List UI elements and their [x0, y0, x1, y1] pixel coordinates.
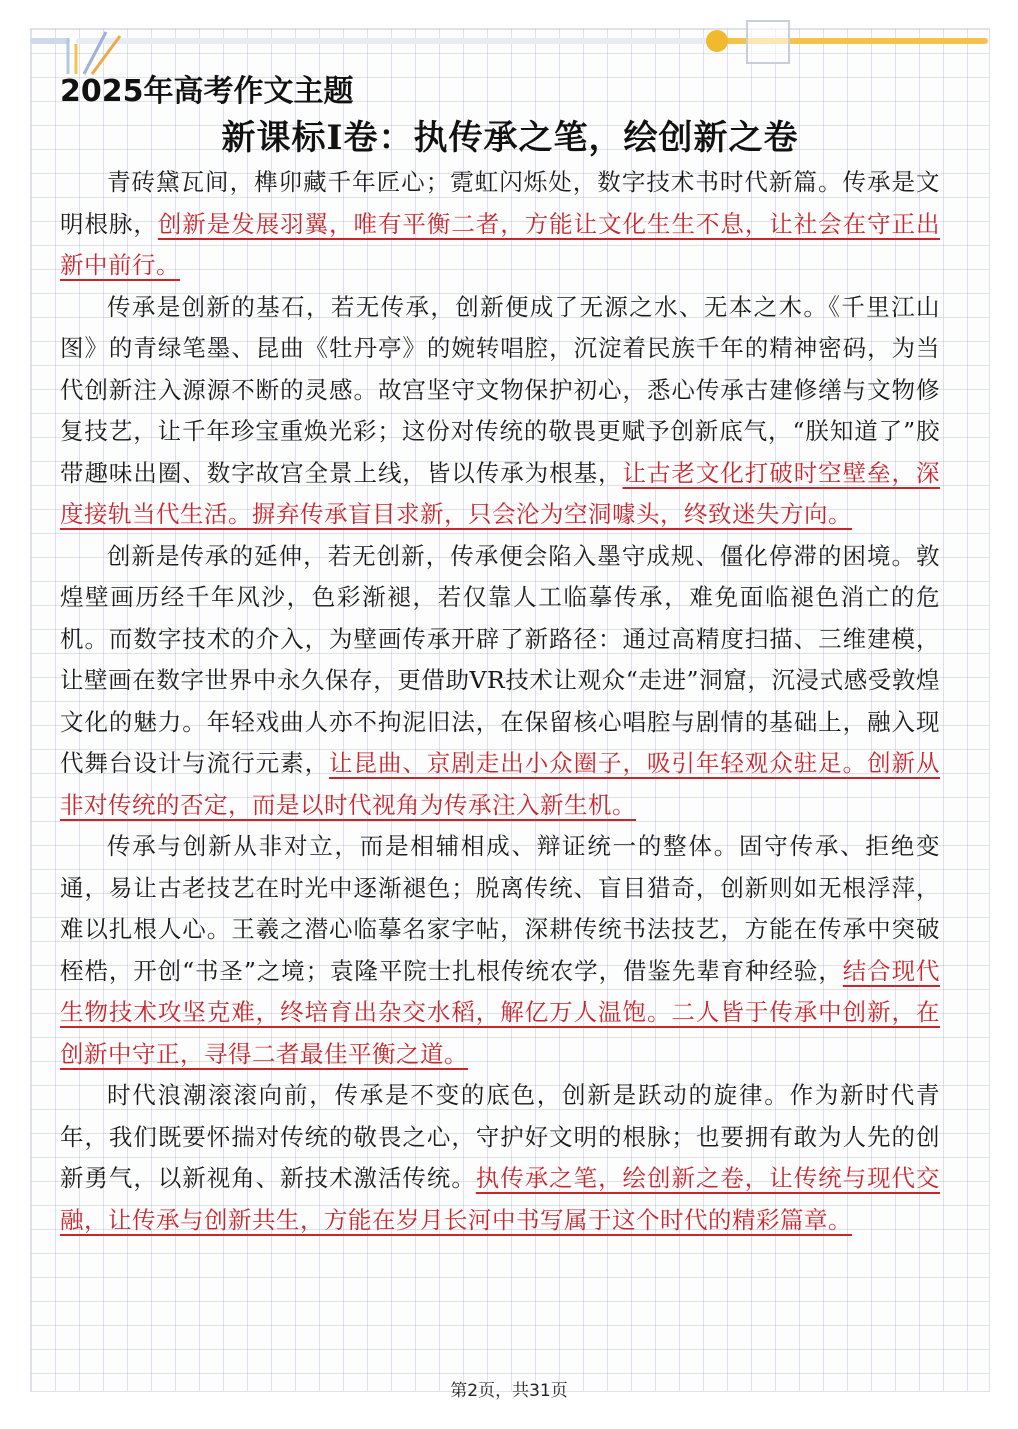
- essay-body: [60, 162, 940, 1241]
- paragraph-4: [60, 826, 940, 1075]
- essay-title: 新课标I卷：执传承之笔，绘创新之卷: [221, 118, 799, 158]
- highlighted-text: 结合现代生物技术攻坚克难，终培育出杂交水稻，解亿万人温饱。二人皆于传承中创新，在创新中守正，寻得二者最佳平衡之道。: [60, 956, 940, 1068]
- page-number: 第2页，共31页: [450, 1381, 568, 1401]
- paragraph-text: 时代浪潮滚滚向前，传承是不变的底色，创新是跃动的旋律。作为新时代青年，我们既要怀揣对传统的敬畏之心，守护好文明的根脉；也要拥有敢为人先的创新勇气，以新视角、新技术激活传统。: [60, 1081, 940, 1192]
- paragraph-1: [60, 162, 940, 287]
- decorative-dot-icon: [706, 30, 728, 52]
- highlighted-text: 让昆曲、京剧走出小众圈子，吸引年轻观众驻足。创新从非对传统的否定，而是以时代视角为传承注入新生机。: [60, 749, 941, 819]
- decorative-top-bar: [30, 38, 988, 44]
- paragraph-text: 青砖黛瓦间，榫卯藏千年匠心；霓虹闪烁处，数字技术书时代新篇。传承是文明根脉，: [60, 168, 940, 238]
- highlighted-text: 创新是发展羽翼，唯有平衡二者，方能让文化生生不息，让社会在守正出新中前行。: [60, 209, 941, 279]
- paragraph-5: [60, 1075, 940, 1241]
- highlighted-text: 让古老文化打破时空壁垒，深度接轨当代生活。摒弃传承盲目求新，只会沦为空洞噱头，终致迷失方向。: [60, 458, 941, 528]
- paragraph-text: 传承是创新的基石，若无传承，创新便成了无源之水、无本之木。《千里江山图》的青绿笔墨、昆曲《牡丹亭》的婉转唱腔，沉淀着民族千年的精神密码，为当代创新注入源源不断的灵感。故宫坚守文物保护初心，悉心传承古建修缮与文物修复技艺，让千年珍宝重焕光彩；这份对传统的敬畏更赋予创新底气，“朕知道了”胶带趣味出圈、数字故宫全景上线，皆以传承为根基，: [60, 292, 940, 487]
- decorative-square-icon: [746, 20, 790, 64]
- paragraph-3: [60, 536, 940, 827]
- paragraph-text: 传承与创新从非对立，而是相辅相成、辩证统一的整体。固守传承、拒绝变通，易让古老技艺在时光中逐渐褪色；脱离传统、盲目猎奇，创新则如无根浮萍，难以扎根人心。王羲之潜心临摹名家字帖，深耕传统书法技艺，方能在传承中突破桎梏，开创“书圣”之境；袁隆平院士扎根传统农学，借鉴先辈育种经验，: [60, 832, 940, 985]
- highlighted-text: 执传承之笔，绘创新之卷，让传统与现代交融，让传承与创新共生，方能在岁月长河中书写属于这个时代的精彩篇章。: [60, 1164, 941, 1234]
- paragraph-2: [60, 287, 940, 536]
- paragraph-text: 创新是传承的延伸，若无创新，传承便会陷入墨守成规、僵化停滞的困境。敦煌壁画历经千年风沙，色彩渐褪，若仅靠人工临摹传承，难免面临褪色消亡的危机。而数字技术的介入，为壁画传承开辟了新路径：通过高精度扫描、三维建模，让壁画在数字世界中永久保存，更借助VR技术让观众“走进”洞窟，沉浸式感受敦煌文化的魅力。年轻戏曲人亦不拘泥旧法，在保留核心唱腔与剧情的基础上，融入现代舞台设计与流行元素，: [60, 541, 940, 777]
- header-title: 2025年高考作文主题: [60, 74, 354, 109]
